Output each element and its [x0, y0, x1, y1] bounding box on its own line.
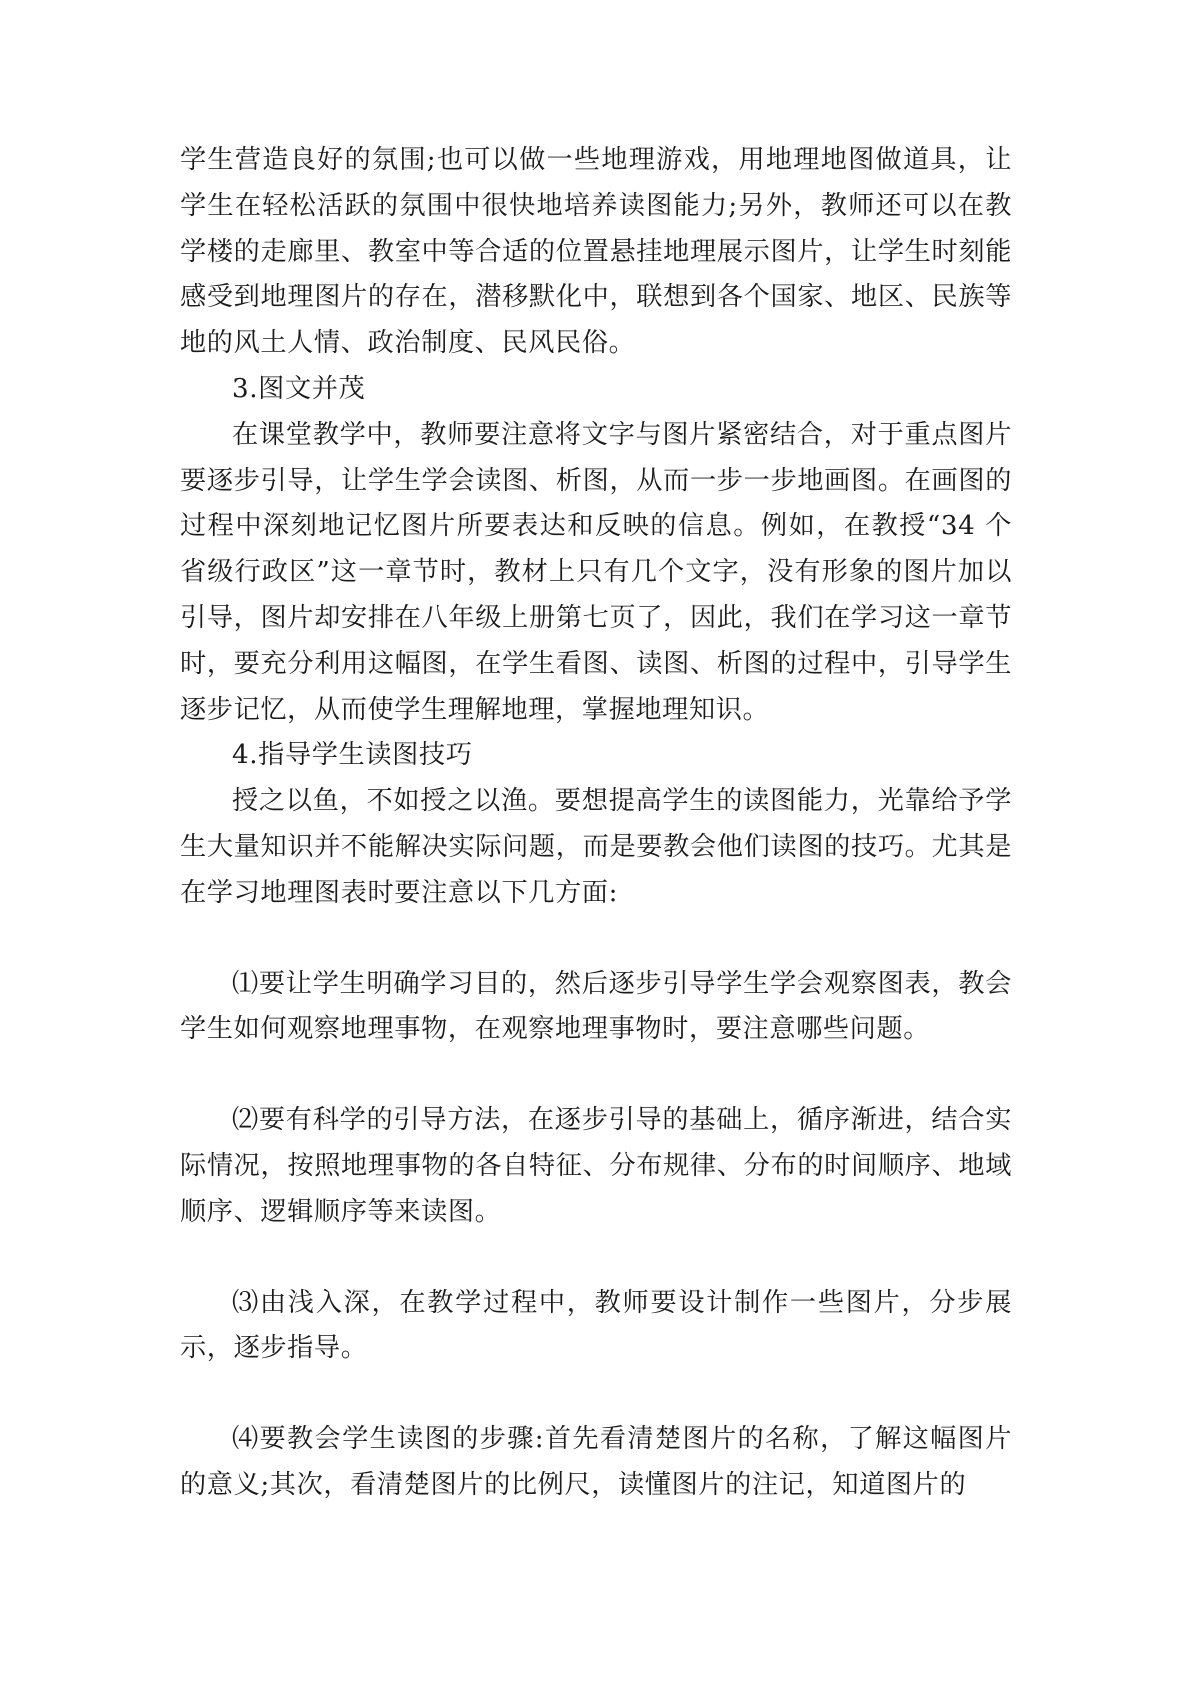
paragraph-continuation: 学生营造良好的氛围;也可以做一些地理游戏，用地理地图做道具，让学生在轻松活跃的氛围中很快地培养读图能力;另外，教师还可以在教学楼的走廊里、教室中等合适的位置悬挂地理展示图片，让学生时刻能感受到地理图片的存在，潜移默化中，联想到各个国家、地区、民族等地的风土人情、政治制度、民风民俗。 [180, 145, 1012, 359]
list-item-3: ⑶由浅入深，在教学过程中，教师要设计制作一些图片，分步展示，逐步指导。 [180, 1287, 1012, 1364]
section-heading-4: 4.指导学生读图技巧 [232, 740, 473, 771]
list-item-2: ⑵要有科学的引导方法，在逐步引导的基础上，循序渐进，结合实际情况，按照地理事物的各自特征、分布规律、分布的时间顺序、地域顺序、逻辑顺序等来读图。 [180, 1105, 1012, 1227]
list-item-4: ⑷要教会学生读图的步骤:首先看清楚图片的名称，了解这幅图片的意义;其次，看清楚图片的比例尺，读懂图片的注记，知道图片的 [180, 1424, 1012, 1500]
paragraph-skills-intro: 授之以鱼，不如授之以渔。要想提高学生的读图能力，光靠给予学生大量知识并不能解决实际问题，而是要教会他们读图的技巧。尤其是在学习地理图表时要注意以下几方面: [180, 786, 1012, 908]
body-text [180, 138, 1012, 1509]
list-item-1: ⑴要让学生明确学习目的，然后逐步引导学生学会观察图表，教会学生如何观察地理事物，在观察地理事物时，要注意哪些问题。 [180, 968, 1012, 1045]
section-heading-3: 3.图文并茂 [232, 373, 366, 404]
paragraph-illustration: 在课堂教学中，教师要注意将文字与图片紧密结合，对于重点图片要逐步引导，让学生学会读图、析图，从而一步一步地画图。在画图的过程中深刻地记忆图片所要表达和反映的信息。例如，在教授“34 个省级行政区”这一章节时，教材上只有几个文字，没有形象的图片加以引导，图片却安排在八年级上册第七页了，因此，我们在学习这一章节时，要充分利用这幅图，在学生看图、读图、析图的过程中，引导学生逐步记忆，从而使学生理解地理，掌握地理知识。 [180, 419, 1012, 725]
